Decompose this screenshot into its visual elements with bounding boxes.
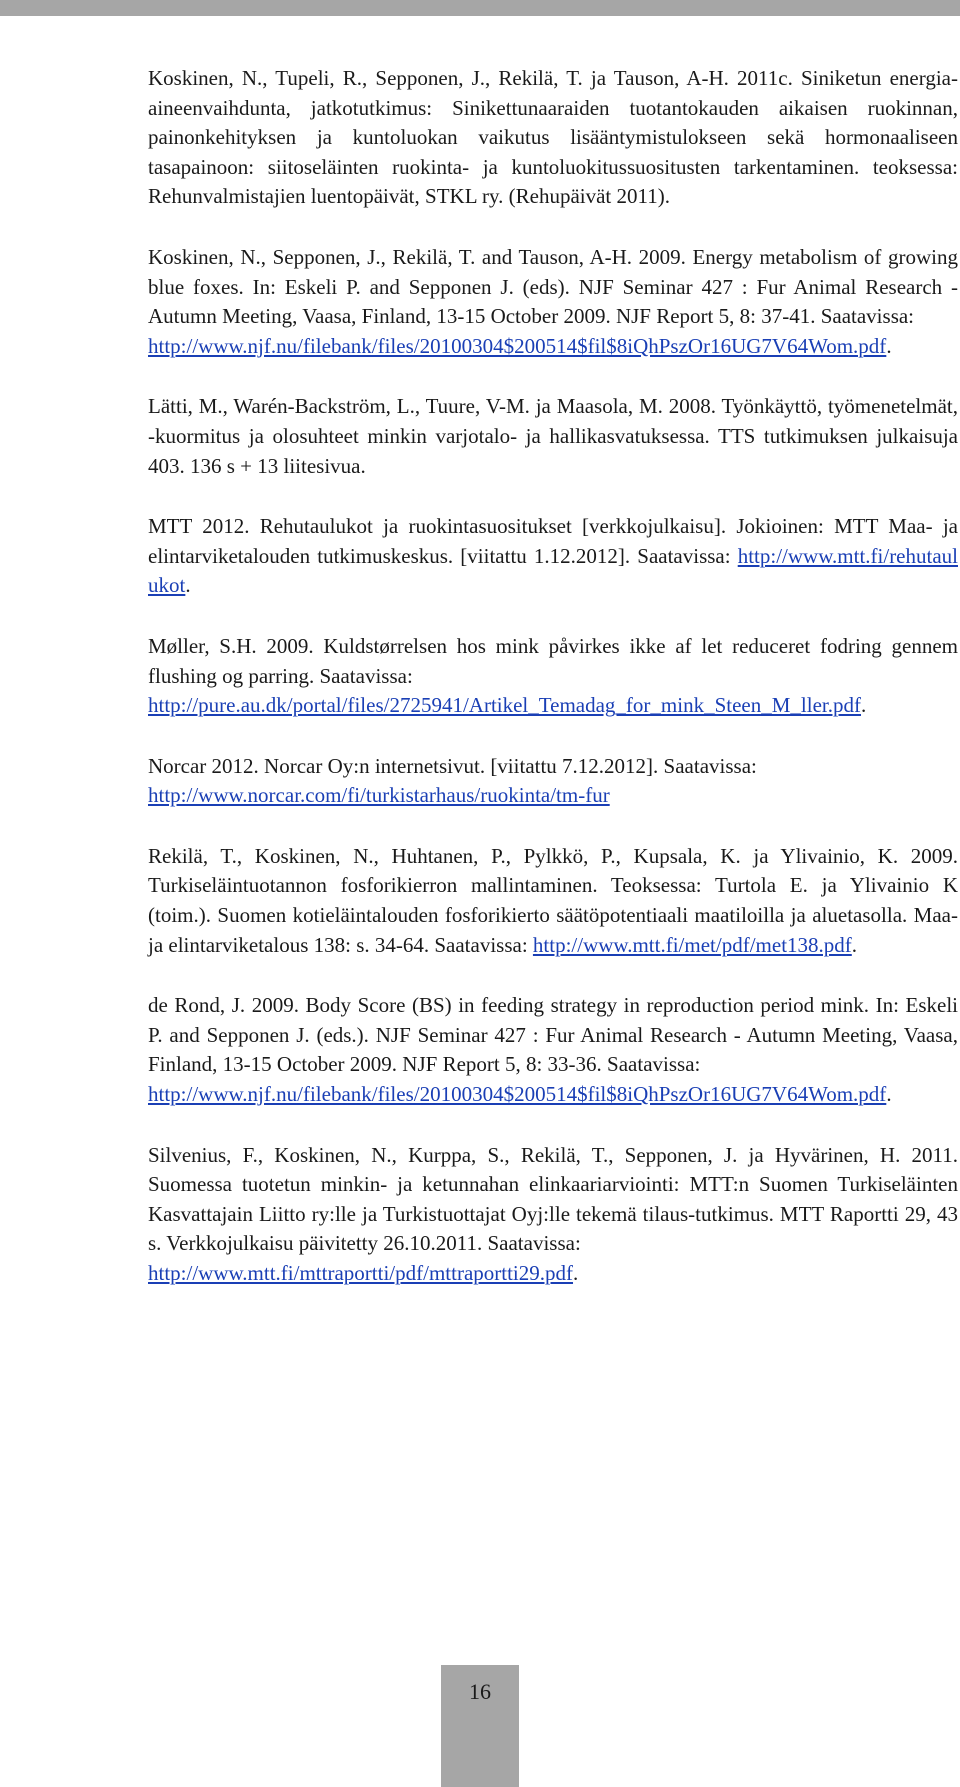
reference-text: Silvenius, F., Koskinen, N., Kurppa, S., Rekilä, T., Sepponen, J. ja Hyvärinen, H. 2011. Suomessa tuotetun minkin- ja ketunnahan elinkaariarviointi: MTT:n Suomen Turkiseläinten Kasvattajain Liitto ry:lle ja Turkistuottajat Oyj:lle tekemä tilaus-tutkimus. MTT Raportti 29, 43 s. Verkkojulkaisu päivitetty 26.10.2011. Saatavissa: bbox=[148, 1142, 958, 1256]
page-top-bar bbox=[0, 0, 960, 16]
reference-link[interactable]: http://www.mtt.fi/rehutaulukot bbox=[148, 543, 958, 598]
reference-link[interactable]: http://pure.au.dk/portal/files/2725941/Artikel_Temadag_for_mink_Steen_M_ller.pdf bbox=[148, 693, 861, 718]
reference-link[interactable]: http://www.njf.nu/filebank/files/20100304$200514$fil$8iQhPszOr16UG7V64Wom.pdf bbox=[148, 333, 887, 358]
reference-text: MTT 2012. Rehutaulukot ja ruokintasuositukset [verkkojulkaisu]. Jokioinen: MTT Maa- ja elintarviketalouden tutkimuskeskus. [viitattu 1.12.2012]. Saatavissa: bbox=[148, 514, 958, 568]
page-number: 16 bbox=[469, 1679, 491, 1704]
reference-trailing: . bbox=[851, 932, 858, 957]
reference-link[interactable]: http://www.njf.nu/filebank/files/20100304$200514$fil$8iQhPszOr16UG7V64Wom.pdf bbox=[148, 1082, 887, 1107]
reference-text: Rekilä, T., Koskinen, N., Huhtanen, P., Pylkkö, P., Kupsala, K. ja Ylivainio, K. 2009. Turkiseläintuotannon fosforikierron mallintaminen. Teoksessa: Turtola E. ja Ylivainio K (toim.). Suomen kotieläintalouden fosforikierto säätöpotentiaali maatiloilla ja aluetasolla. Maa- ja elintarviketalous 138: s. 34-64. Saatavissa: bbox=[148, 843, 958, 957]
reference-text: Koskinen, N., Tupeli, R., Sepponen, J., Rekilä, T. ja Tauson, A-H. 2011c. Siniketun energia-aineenvaihdunta, jatkotutkimus: Sinikettunaaraiden tuotantokauden aikaisen ruokinnan, painonkehityksen ja kuntoluokan vaikutus lisääntymistulokseen sekä hormonaaliseen tasapainoon: siitoseläinten ruokinta- ja kuntoluokitussuositusten tarkentaminen. teoksessa: Rehunvalmistajien luentopäivät, STKL ry. (Rehupäivät 2011). bbox=[148, 66, 958, 209]
reference-trailing: . bbox=[573, 1261, 579, 1285]
reference-trailing: . bbox=[886, 333, 892, 358]
reference-item bbox=[148, 842, 958, 960]
reference-link[interactable]: http://www.mtt.fi/mttraportti/pdf/mttraportti29.pdf bbox=[148, 1261, 574, 1285]
page-number-box bbox=[441, 1665, 519, 1787]
reference-trailing: . bbox=[860, 693, 867, 718]
reference-text: Møller, S.H. 2009. Kuldstørrelsen hos mink påvirkes ikke af let reduceret fodring gennem flushing og parring. Saatavissa: bbox=[148, 633, 958, 688]
reference-text: Koskinen, N., Sepponen, J., Rekilä, T. and Tauson, A-H. 2009. Energy metabolism of growing blue foxes. In: Eskeli P. and Sepponen J. (eds). NJF Seminar 427 : Fur Animal Research - Autumn Meeting, Vaasa, Finland, 13-15 October 2009. NJF Report 5, 8: 37-41. Saatavissa: bbox=[148, 244, 958, 329]
reference-list bbox=[148, 64, 958, 1320]
reference-item bbox=[148, 632, 958, 721]
reference-link[interactable]: http://www.mtt.fi/met/pdf/met138.pdf bbox=[532, 932, 852, 957]
reference-item bbox=[148, 392, 958, 481]
reference-trailing: . bbox=[185, 573, 191, 598]
reference-item bbox=[148, 1141, 958, 1289]
reference-item bbox=[148, 752, 958, 811]
reference-text: Lätti, M., Warén-Backström, L., Tuure, V-M. ja Maasola, M. 2008. Työnkäyttö, työmenetelmät, -kuormitus ja olosuhteet minkin varjotalo- ja hallikasvatuksessa. TTS tutkimuksen julkaisuja 403. 136 s + 13 liitesivua. bbox=[148, 394, 958, 478]
reference-link[interactable]: http://www.norcar.com/fi/turkistarhaus/ruokinta/tm-fur bbox=[148, 783, 610, 808]
reference-text: Norcar 2012. Norcar Oy:n internetsivut. [viitattu 7.12.2012]. Saatavissa: bbox=[148, 753, 757, 778]
reference-item bbox=[148, 64, 958, 212]
reference-text: de Rond, J. 2009. Body Score (BS) in feeding strategy in reproduction period mink. In: Eskeli P. and Sepponen J. (eds.). NJF Seminar 427 : Fur Animal Research - Autumn Meeting, Vaasa, Finland, 13-15 October 2009. NJF Report 5, 8: 33-36. Saatavissa: bbox=[148, 993, 958, 1077]
reference-trailing: . bbox=[886, 1082, 892, 1107]
reference-item bbox=[148, 991, 958, 1109]
reference-item bbox=[148, 243, 958, 361]
reference-item bbox=[148, 512, 958, 601]
